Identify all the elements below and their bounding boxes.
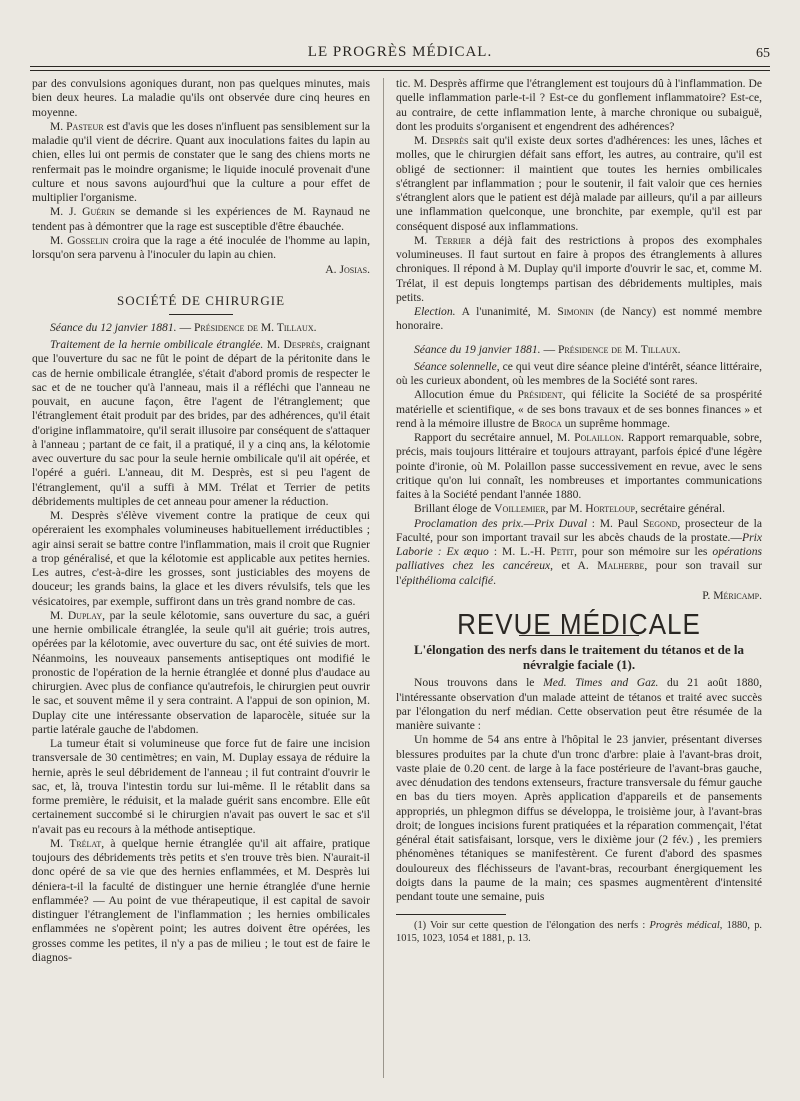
paragraph-text: , pour son travail sur l' (396, 559, 762, 587)
paragraph (32, 234, 370, 263)
prize-label: Prix Laborie : Ex æquo (396, 530, 762, 558)
paragraph (396, 431, 762, 502)
page-header (30, 44, 770, 66)
paragraph (32, 609, 370, 737)
footnote (396, 920, 762, 945)
paragraph: par des convulsions agoniques durant, non pas quelques minutes, mais bien deux heures. La maladie qu'ils ont observée dure cinq heures en moyenne. (32, 77, 370, 119)
paragraph-text: , qui félicite la Société de sa prospérité matérielle et scientifique, « de ses bons travaux et de ses bonnes finances » et rend à la mémoire illustre de (396, 388, 762, 430)
right-column (396, 77, 762, 945)
paragraph-text: est d'avis que les doses n'influent pas sensiblement sur la maladie qu'il vient de décrire. Quant aux inoculations faites du lapin au chien, elles lui ont permis de constater que le sang des chiens morts ne renfermait pas le moindre organisme; le liquide inoculé provenait d'une culture et nous savons aujourd'hui que la culture a pour effet de multiplier l'organisme. (32, 119, 370, 204)
paragraph (396, 517, 762, 588)
seance-label: Séance solennelle (414, 359, 497, 373)
seance-date: Séance du 12 janvier 1881. (50, 320, 177, 334)
person-name: Polaillon (574, 431, 622, 444)
paragraph: Un homme de 54 ans entre à l'hôpital le 23 janvier, présentant diverses blessures produites par la chute d'un tronc d'arbre: plaie à l'avant-bras droit, vaste plaie de 0.20 cent. de large à la face postérieure de l'avant-bras gauche, avec dénudation des tendons extenseurs, fracture transversale du fémur gauche en bas du tiers moyen. Après application d'appareils et de pansements appropriés, un phlegmon diffus se développa, le troisième jour, à l'avant-bras droit; de longues incisions furent pratiquées et la réparation commençait, l'état général était satisfaisant, lorsque, vers le dixième jour (2 fév.) , les premiers phénomènes tétaniques se manifestèrent. Ce furent d'abord des spasmes douloureux des fléchisseurs de l'avant-bras, recourbant énergiquement les doigts dans la paume de la main; ces spasmes augmentèrent d'intensité pendant toute une semaine, puis (396, 733, 762, 903)
paragraph (396, 360, 762, 389)
person-name: Broca (531, 416, 562, 430)
paragraph-text: Allocution émue du (414, 388, 518, 402)
person-name: Simonin (557, 305, 594, 318)
paragraph-text: du 21 août 1880, l'intéressante observation d'un malade atteint de tétanos et traité avec succès par l'élongation du nerf médian. Cette observation peut être résumée de la manière suivante : (396, 676, 762, 732)
seance-line (396, 343, 762, 357)
paragraph-text: . Rapport remarquable, sobre, précis, mais toujours littéraire et toujours attrayant, parfois épicé d'une légère pointe d'ironie, où M. Polaillon passe successivement en revue, avec le sens critique qu'on lui connaît, les nombreuses et importantes communications faites à la Société pendant l'année 1880. (396, 431, 762, 501)
paragraph (32, 205, 370, 234)
seance-date: Séance du 19 janvier 1881. (414, 342, 541, 356)
paragraph-text: , à quelque hernie étranglée qu'il ait affaire, pratique toujours des débridements très petits et s'en trouve très bien. N'aurait-il donc opéré de sa vie que des hernies enflammées, et M. Desprès lui déniera-t-il la faculté de distinguer une hernie étranglée d'une hernie enflammée? — Au point de vue thérapeutique, il est capital de savoir distinguer l'étranglement de l'inflammation ; les hernies ombilicales enflammées ne s'opèrent point; les autres doivent être opérées, les grosses comme les petites, il n'y a pas de milieu ; le tout est de faire le diagnos- (32, 836, 370, 964)
left-column (32, 77, 370, 965)
seance-line (32, 321, 370, 335)
person-name: Segond (642, 516, 678, 530)
paragraph: tic. M. Desprès affirme que l'étranglement est toujours dû à l'inflammation. De quelle inflammation parle-t-il ? Est-ce du gonflement inflammatoire? Est-ce, au contraire, de cette inflammation lente, à marche chronique ou subaiguë, dont les produits s'organisent et engendrent des adhérences? (396, 77, 762, 133)
paragraph-text: , secrétaire général. (634, 502, 726, 516)
section-title: SOCIÉTÉ DE CHIRURGIE (116, 292, 286, 308)
paragraph (396, 305, 762, 334)
paragraph (396, 388, 762, 431)
person-name: Petit (550, 545, 575, 558)
footnote-text: , 1880, p. 1015, 1023, 1054 et 1881, p. 13. (396, 920, 762, 944)
work-title: épithélioma calcifié (401, 573, 494, 587)
paragraph-text: croira que la rage a été inoculée de l'homme au lapin, lorsqu'on sera parvenu à l'inoculer du lapin au chien. (32, 233, 371, 261)
paragraph-text: , par la seule kélotomie, sans ouverture du sac, a guéri une hernie ombilicale étranglée, la seule qu'il ait guérie; trois autres, opérées par la kélotomie, avec ouverture du sac, ont été suivies de mort. Néanmoins, les nouveaux pansements antiseptiques ont modifié le pronostic de l'opération de la hernie étranglée et donné plus d'audace au chirurgien. Avec plus de confiance qu'autrefois, le chirurgien peut ouvrir le sac, et souvent même il y sera contraint. A l'appui de son opinion, M. Duplay cite une intéressante observation de laparocèle, située sur la partie latérale gauche de l'abdomen. (32, 608, 370, 736)
paragraph: M. Desprès s'élève vivement contre la pratique de ceux qui opéreraient les exomphales volumineuses habituellement irréductibles ; agir ainsi serait se battre contre l'inflammation, mais il croit que Rugnier a trop généralisé, et que la kélotomie est applicable aux petites hernies. Les autres, c'est-à-dire les grosses, sont justiciables des moyens de douceur; les grands bains, la glace et les divers révulsifs, tels que les vésicatoires, par exemple, suffiront dans un très grand nombre de cas. (32, 509, 370, 608)
topic-title: Traitement de la hernie ombilicale étranglée. (50, 338, 264, 351)
header-rule (30, 66, 770, 67)
person-name: M. Desprès (263, 338, 321, 351)
prize-label: Proclamation des prix.—Prix Duval (414, 516, 588, 530)
paragraph-text: , par M. (545, 502, 586, 516)
running-title: LE PROGRÈS MÉDICAL. (307, 44, 493, 60)
page-number: 65 (756, 46, 770, 61)
footnote-rule (396, 914, 506, 915)
paragraph-text: a déjà fait des restrictions à propos des exomphales volumineuses. Il faut surtout en faire à propos des étranglements à allures chroniques. Il répond à M. Duplay qu'il importe d'ouvrir le sac, et, comme M. Trélat, il est depuis longtemps partisan des débridements multiples, mais petits. (396, 233, 762, 304)
paragraph-text: Nous trouvons dans le (414, 676, 544, 690)
journal-title: Med. Times and Gaz. (543, 676, 659, 690)
person-name: M. Terrier (414, 233, 472, 247)
paragraph-text: A l'unanimité, M. (455, 305, 558, 318)
paragraph-text: sait qu'il existe deux sortes d'adhérences: les unes, lâches et molles, que le chirurgien défait sans effort, les autres, au contraire, qu'il est obligé de sectionner: il maintient que toutes les hernies ombilicales s'étranglent par inflammation ; pour le soutenir, il fait valoir que ces hernies s'étranglent alors que le patient est déjà malade par ailleurs, qu'il a par ailleurs une inflammation quelconque, une bronchite, par exemple, qu'il est par conséquent disposé aux inflammations. (396, 134, 762, 233)
section-rule (169, 314, 233, 315)
paragraph (32, 338, 370, 509)
person-name: Président (517, 388, 563, 402)
person-name: M. Trélat (50, 836, 102, 850)
paragraph (396, 676, 762, 733)
paragraph-text: Rapport du secrétaire annuel, M. (414, 431, 575, 444)
paragraph (396, 234, 762, 305)
paragraph (32, 837, 370, 965)
person-name: M. Pasteur (50, 119, 104, 133)
person-name: Horteloup (585, 502, 635, 516)
paragraph-text: , ce qui veut dire séance pleine d'intérêt, séance littéraire, où les curieux abondent, où les membres de la Société sont rares. (396, 359, 763, 387)
paragraph-text: . (493, 573, 496, 587)
paragraph-text: : M. Paul (587, 516, 643, 530)
seance-presidence: — Présidence de M. Tillaux. (176, 320, 317, 334)
paragraph-text: Brillant éloge de (414, 502, 495, 516)
column-divider (383, 78, 384, 1078)
header-rule-thin (30, 70, 770, 71)
paragraph-text: , craignant que l'ouverture du sac ne fût le point de départ de la péritonite dans le cas de hernie ombilicale étranglée, s'était d'abord promis de respecter le sac et de ne toucher qu'à l'anneau, mais il a réfléchi que l'anneau ne pouvait, en aucune façon, être l'agent de l'étranglement; que l'étranglement était produit par des brides, par des adhérences, qu'il était d'origine inflammatoire, qu'il serait illusoire par conséquent de s'attaquer à l'anneau ; partant de ce fait, il a pratiqué, il y a cinq ans, la kélotomie avec ouverture du sac pour la seule hernie ombilicale qu'il ait opérée, et l'opéré a guéri. L'anneau, dit M. Desprès, est si peu l'agent de l'étranglement, qu'il a suffi à MM. Trélat et Terrier de petits débridements multiples de cet anneau pour amener la réduction. (32, 338, 370, 508)
paragraph-text: , prosecteur de la Faculté, pour son important travail sur les abcès chauds de la prostate.— (396, 516, 762, 544)
paragraph-text: , et A. (550, 559, 598, 573)
paragraph (32, 120, 370, 206)
paragraph-text: se demande si les expériences de M. Raynaud ne tendent pas à démontrer que la rage est susceptible d'être ébauchée. (32, 205, 370, 233)
paragraph: La tumeur était si volumineuse que force fut de faire une incision transversale de 30 centimètres; en vain, M. Duplay essaya de réduire la hernie, après le seul débridement de l'anneau ; il fut contraint d'ouvrir le sac, et, là, trouva l'intestin tordu sur lui-même. Il le rétablit dans sa forme première, le réduisit, et la malade guérit sans encombre. Elle eût certainement succombé si le chirurgien n'avait pas ouvert le sac et s'il n'avait pas eu recours à la méthode antiseptique. (32, 737, 370, 836)
journal-title: Progrès médical (649, 920, 720, 932)
paragraph (396, 502, 762, 516)
paragraph-text: (de Nancy) est nommé membre honoraire. (396, 305, 762, 333)
paragraph-text: : M. L.-H. (488, 545, 551, 558)
paragraph (396, 134, 762, 234)
person-name: M. J. Guérin (50, 205, 115, 219)
article-title: L'élongation des nerfs dans le traitement du tétanos et de la névralgie faciale (1). (413, 642, 745, 673)
person-name: Voillemier (494, 502, 546, 516)
person-name: M. Desprès (414, 134, 469, 147)
section-heading: REVUE MÉDICALE (457, 607, 701, 641)
person-name: Malherbe (597, 559, 645, 573)
signature: A. Josias. (325, 263, 370, 277)
work-title: opérations palliatives chez les cancéreux (396, 545, 763, 573)
election-label: Election. (414, 305, 456, 318)
paragraph-text: un suprême hommage. (561, 416, 671, 430)
signature: P. Méricamp. (702, 588, 762, 602)
person-name: M. Duplay (50, 608, 103, 622)
footnote-text: (1) Voir sur cette question de l'élongation des nerfs : (414, 920, 650, 932)
paragraph-text: , pour son mémoire sur les (574, 545, 713, 558)
person-name: M. Gosselin (50, 233, 109, 247)
seance-presidence: — Présidence de M. Tillaux. (540, 342, 681, 356)
